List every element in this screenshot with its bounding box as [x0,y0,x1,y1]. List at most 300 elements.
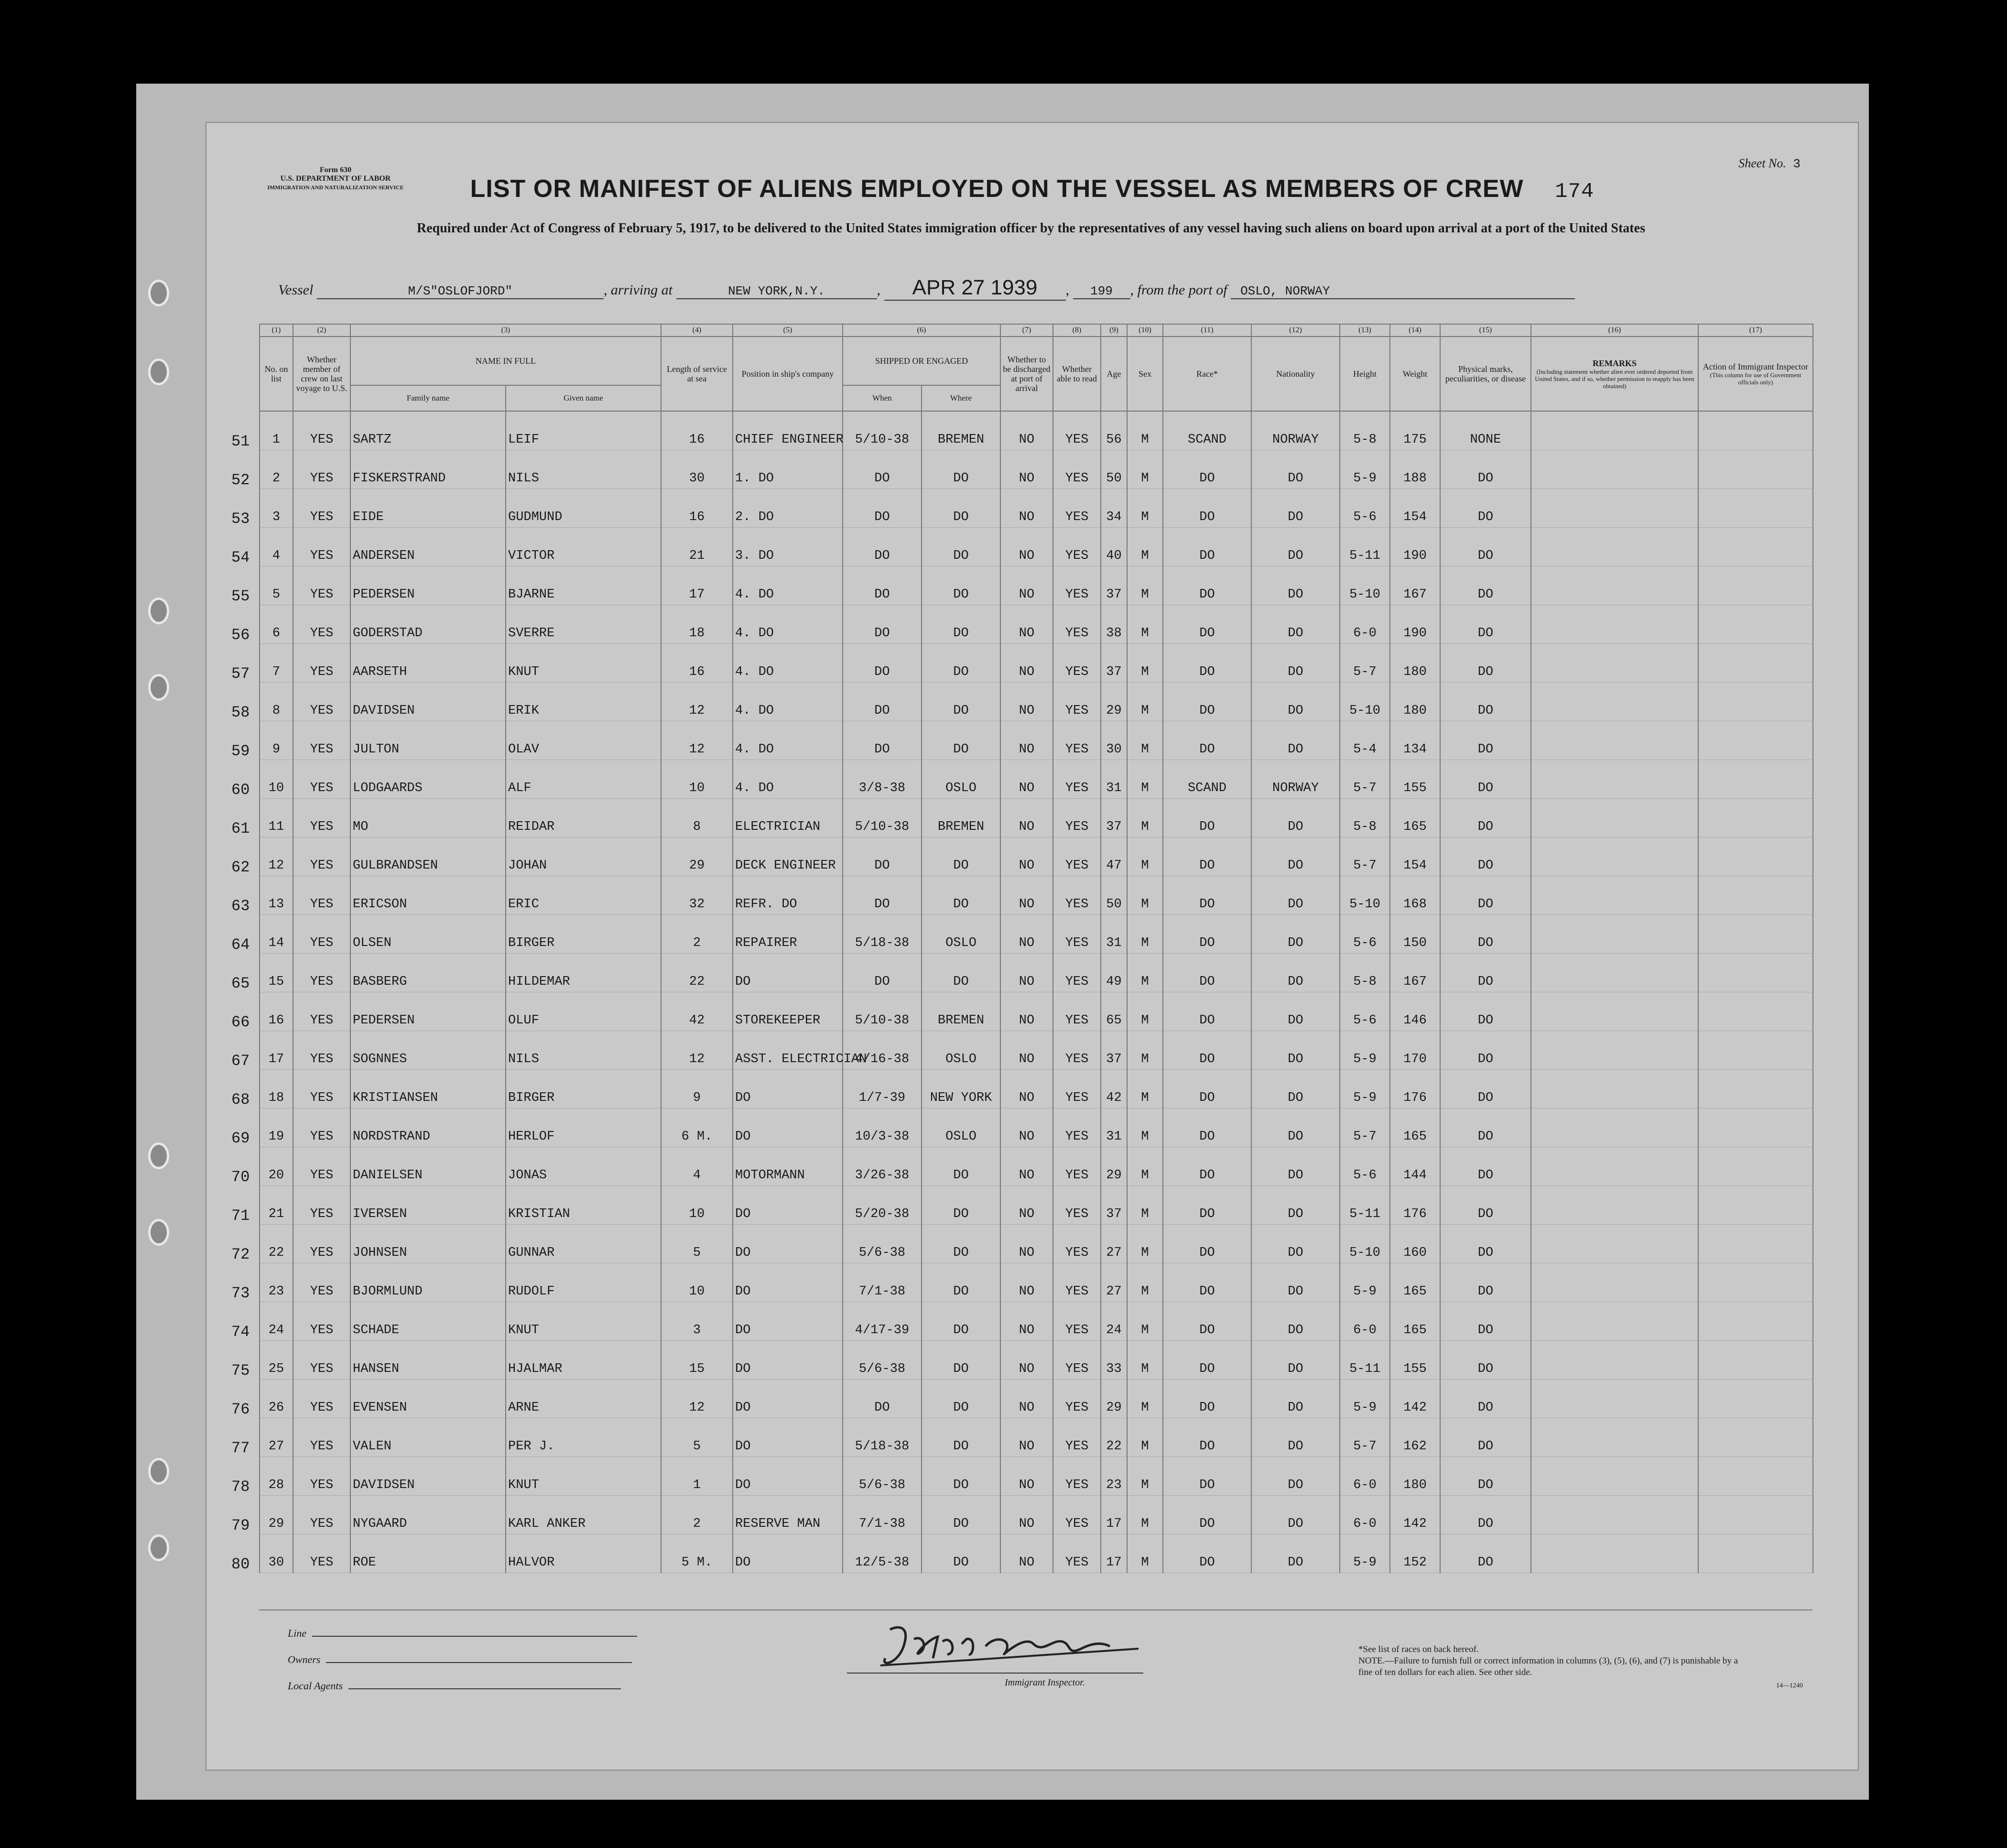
col-num-6: (6) [843,324,1000,337]
row-physical: DO [1440,1109,1531,1147]
row-discharged: NO [1000,992,1053,1031]
row-discharged: NO [1000,1380,1053,1418]
row-whether-member: YES [293,566,350,605]
row-remarks [1531,915,1698,954]
row-family-name: NORDSTRAND [350,1109,506,1147]
col-num-10: (10) [1127,324,1163,337]
service: IMMIGRATION AND NATURALIZATION SERVICE [267,184,404,191]
row-age: 31 [1101,760,1127,799]
row-family-name: VALEN [350,1418,506,1457]
row-length-service: 12 [661,683,733,721]
row-when: DO [843,954,922,992]
row-whether-member: YES [293,721,350,760]
row-given-name: NILS [506,450,661,489]
row-family-name: MO [350,799,506,837]
row-whether-member: YES [293,1534,350,1573]
row-height: 6-0 [1340,1496,1390,1534]
row-nationality: DO [1251,915,1340,954]
row-nationality: DO [1251,489,1340,528]
row-where: BREMEN [922,411,1000,450]
margin-line-number: 53 [231,510,250,528]
row-action [1698,1186,1813,1225]
header-position: Position in ship's company [733,337,843,411]
row-where: DO [922,954,1000,992]
row-weight: 162 [1390,1418,1440,1457]
row-discharged: NO [1000,1418,1053,1457]
row-race: DO [1163,566,1251,605]
row-action [1698,489,1813,528]
row-weight: 165 [1390,1302,1440,1341]
row-whether-member: YES [293,1070,350,1109]
row-discharged: NO [1000,1186,1053,1225]
row-race: SCAND [1163,411,1251,450]
row-remarks [1531,1341,1698,1380]
row-age: 17 [1101,1496,1127,1534]
col-num-15: (15) [1440,324,1531,337]
row-whether-member: YES [293,528,350,566]
row-physical: DO [1440,1341,1531,1380]
margin-line-number: 67 [231,1052,250,1070]
row-action [1698,450,1813,489]
row-no: 11 61 [260,799,293,837]
row-no: 6 56 [260,605,293,644]
margin-line-number: 54 [231,549,250,566]
row-physical: DO [1440,1302,1531,1341]
row-height: 5-4 [1340,721,1390,760]
table-row [260,1263,1813,1302]
row-weight: 150 [1390,915,1440,954]
row-action [1698,1070,1813,1109]
table-row [260,1031,1813,1070]
row-no: 25 75 [260,1341,293,1380]
row-where: DO [922,1302,1000,1341]
row-whether-member: YES [293,411,350,450]
header-race: Race* [1163,337,1251,411]
row-age: 42 [1101,1070,1127,1109]
margin-line-number: 71 [231,1207,250,1225]
row-remarks [1531,566,1698,605]
row-physical: DO [1440,489,1531,528]
row-sex: M [1127,644,1163,683]
row-whether-member: YES [293,1031,350,1070]
row-action [1698,1534,1813,1573]
row-race: DO [1163,876,1251,915]
row-remarks [1531,837,1698,876]
row-weight: 168 [1390,876,1440,915]
margin-line-number: 73 [231,1284,250,1302]
row-family-name: ROE [350,1534,506,1573]
row-sex: M [1127,876,1163,915]
row-discharged: NO [1000,1302,1053,1341]
date-stamp: APR 27 1939 [884,276,1066,301]
row-remarks [1531,1496,1698,1534]
row-given-name: GUDMUND [506,489,661,528]
row-action [1698,1457,1813,1496]
row-whether-member: YES [293,1380,350,1418]
row-race: DO [1163,450,1251,489]
row-position: DO [733,1186,843,1225]
row-whether-member: YES [293,760,350,799]
row-weight: 160 [1390,1225,1440,1263]
row-where: DO [922,528,1000,566]
row-action [1698,1341,1813,1380]
row-nationality: DO [1251,605,1340,644]
row-where: DO [922,450,1000,489]
row-height: 5-10 [1340,876,1390,915]
col-num-11: (11) [1163,324,1251,337]
row-race: DO [1163,837,1251,876]
row-given-name: HERLOF [506,1109,661,1147]
row-able-to-read: YES [1053,1263,1101,1302]
row-family-name: EIDE [350,489,506,528]
row-whether-member: YES [293,1109,350,1147]
row-length-service: 3 [661,1302,733,1341]
row-whether-member: YES [293,876,350,915]
row-sex: M [1127,1225,1163,1263]
row-position: DO [733,1263,843,1302]
row-action [1698,876,1813,915]
row-weight: 144 [1390,1147,1440,1186]
row-weight: 165 [1390,1263,1440,1302]
row-nationality: DO [1251,1186,1340,1225]
row-sex: M [1127,566,1163,605]
row-age: 27 [1101,1263,1127,1302]
row-remarks [1531,683,1698,721]
row-race: DO [1163,683,1251,721]
row-length-service: 5 [661,1418,733,1457]
header-name-in-full: NAME IN FULL [350,337,661,385]
row-age: 49 [1101,954,1127,992]
row-able-to-read: YES [1053,644,1101,683]
row-race: DO [1163,605,1251,644]
vessel-name: M/S"OSLOFJORD" [317,284,604,299]
header-nationality: Nationality [1251,337,1340,411]
row-family-name: SOGNNES [350,1031,506,1070]
col-num-16: (16) [1531,324,1698,337]
margin-line-number: 75 [231,1362,250,1380]
row-where: DO [922,1380,1000,1418]
row-action [1698,721,1813,760]
row-physical: DO [1440,760,1531,799]
row-no: 7 57 [260,644,293,683]
col-num-5: (5) [733,324,843,337]
margin-line-number: 59 [231,742,250,760]
row-family-name: EVENSEN [350,1380,506,1418]
row-whether-member: YES [293,605,350,644]
row-whether-member: YES [293,954,350,992]
row-height: 5-9 [1340,1031,1390,1070]
row-sex: M [1127,450,1163,489]
row-weight: 180 [1390,644,1440,683]
row-sex: M [1127,411,1163,450]
row-action [1698,1418,1813,1457]
row-family-name: JOHNSEN [350,1225,506,1263]
row-discharged: NO [1000,915,1053,954]
row-weight: 188 [1390,450,1440,489]
row-no: 14 64 [260,915,293,954]
row-physical: DO [1440,1263,1531,1302]
row-no: 20 70 [260,1147,293,1186]
row-whether-member: YES [293,683,350,721]
row-length-service: 22 [661,954,733,992]
row-discharged: NO [1000,1457,1053,1496]
local-agents-label: Local Agents [288,1680,343,1692]
row-whether-member: YES [293,489,350,528]
row-no: 19 69 [260,1109,293,1147]
row-able-to-read: YES [1053,760,1101,799]
row-remarks [1531,760,1698,799]
row-physical: DO [1440,915,1531,954]
row-height: 6-0 [1340,1457,1390,1496]
row-family-name: HANSEN [350,1341,506,1380]
col-num-3: (3) [350,324,661,337]
row-race: DO [1163,1263,1251,1302]
row-physical: DO [1440,721,1531,760]
row-remarks [1531,528,1698,566]
row-where: OSLO [922,915,1000,954]
header-height: Height [1340,337,1390,411]
row-length-service: 16 [661,411,733,450]
table-row [260,489,1813,528]
margin-line-number: 61 [231,820,250,837]
row-height: 5-6 [1340,1147,1390,1186]
row-when: DO [843,450,922,489]
margin-line-number: 66 [231,1013,250,1031]
row-position: REFR. DO [733,876,843,915]
row-sex: M [1127,683,1163,721]
row-physical: DO [1440,1380,1531,1418]
row-where: DO [922,1341,1000,1380]
row-given-name: KNUT [506,1302,661,1341]
row-able-to-read: YES [1053,1496,1101,1534]
row-where: DO [922,721,1000,760]
row-height: 5-7 [1340,760,1390,799]
row-where: DO [922,644,1000,683]
row-weight: 152 [1390,1534,1440,1573]
owners-field [288,1653,632,1666]
row-able-to-read: YES [1053,837,1101,876]
row-when: DO [843,876,922,915]
row-discharged: NO [1000,721,1053,760]
row-action [1698,760,1813,799]
row-sex: M [1127,1496,1163,1534]
row-length-service: 16 [661,644,733,683]
row-no: 3 53 [260,489,293,528]
sheet-label: Sheet No. [1738,156,1786,170]
row-physical: DO [1440,1457,1531,1496]
row-discharged: NO [1000,1341,1053,1380]
row-able-to-read: YES [1053,1031,1101,1070]
row-sex: M [1127,837,1163,876]
row-sex: M [1127,528,1163,566]
margin-line-number: 63 [231,897,250,915]
row-position: DO [733,1418,843,1457]
row-no: 17 67 [260,1031,293,1070]
row-remarks [1531,1147,1698,1186]
row-nationality: DO [1251,876,1340,915]
table-row [260,1341,1813,1380]
row-family-name: DAVIDSEN [350,1457,506,1496]
row-length-service: 5 [661,1225,733,1263]
row-no: 27 77 [260,1418,293,1457]
form-number: Form 630 [319,166,352,174]
row-weight: 134 [1390,721,1440,760]
row-remarks [1531,721,1698,760]
row-sex: M [1127,1457,1163,1496]
margin-line-number: 62 [231,859,250,876]
margin-line-number: 58 [231,704,250,721]
row-sex: M [1127,1031,1163,1070]
row-weight: 165 [1390,1109,1440,1147]
row-able-to-read: YES [1053,915,1101,954]
row-nationality: DO [1251,644,1340,683]
table-row [260,837,1813,876]
row-remarks [1531,489,1698,528]
header-sex: Sex [1127,337,1163,411]
row-nationality: DO [1251,992,1340,1031]
row-nationality: DO [1251,1302,1340,1341]
col-num-2: (2) [293,324,350,337]
row-position: DO [733,1534,843,1573]
row-remarks [1531,1186,1698,1225]
header-discharged: Whether to be discharged at port of arrival [1000,337,1053,411]
row-sex: M [1127,954,1163,992]
table-row [260,1418,1813,1457]
header-given-name: Given name [506,385,661,411]
row-action [1698,1147,1813,1186]
row-whether-member: YES [293,1341,350,1380]
row-whether-member: YES [293,644,350,683]
row-length-service: 12 [661,1031,733,1070]
row-weight: 142 [1390,1380,1440,1418]
signature-rule [847,1673,1143,1674]
row-sex: M [1127,1109,1163,1147]
row-age: 27 [1101,1225,1127,1263]
row-where: DO [922,1147,1000,1186]
row-remarks [1531,954,1698,992]
local-agents-field [288,1680,621,1692]
row-action [1698,566,1813,605]
row-physical: DO [1440,1496,1531,1534]
row-remarks [1531,1109,1698,1147]
row-given-name: HALVOR [506,1534,661,1573]
row-discharged: NO [1000,489,1053,528]
row-action [1698,837,1813,876]
row-age: 31 [1101,1109,1127,1147]
row-weight: 155 [1390,760,1440,799]
table-row [260,1496,1813,1534]
row-action [1698,1380,1813,1418]
arriving-label: arriving at [610,282,673,298]
col-num-12: (12) [1251,324,1340,337]
header-no-on-list: No. on list [260,337,293,411]
row-where: DO [922,1225,1000,1263]
row-given-name: KNUT [506,644,661,683]
row-race: DO [1163,1031,1251,1070]
row-discharged: NO [1000,1225,1053,1263]
row-age: 37 [1101,1031,1127,1070]
row-no: 30 80 [260,1534,293,1573]
row-position: 2. DO [733,489,843,528]
row-no: 13 63 [260,876,293,915]
inspector-signature [871,1620,1158,1673]
row-remarks [1531,644,1698,683]
row-height: 5-7 [1340,644,1390,683]
row-family-name: KRISTIANSEN [350,1070,506,1109]
row-discharged: NO [1000,1263,1053,1302]
row-whether-member: YES [293,1225,350,1263]
row-race: DO [1163,1341,1251,1380]
row-race: DO [1163,1457,1251,1496]
row-whether-member: YES [293,915,350,954]
row-age: 40 [1101,528,1127,566]
row-when: DO [843,566,922,605]
row-position: 4. DO [733,721,843,760]
row-action [1698,411,1813,450]
row-when: 5/18-38 [843,915,922,954]
row-age: 37 [1101,1186,1127,1225]
col-num-8: (8) [1053,324,1101,337]
row-race: DO [1163,1418,1251,1457]
row-given-name: BJARNE [506,566,661,605]
row-discharged: NO [1000,954,1053,992]
row-family-name: NYGAARD [350,1496,506,1534]
row-no: 23 73 [260,1263,293,1302]
row-given-name: ERIK [506,683,661,721]
row-position: STOREKEEPER [733,992,843,1031]
row-whether-member: YES [293,450,350,489]
row-when: 5/10-38 [843,799,922,837]
header-age: Age [1101,337,1127,411]
title-text: LIST OR MANIFEST OF ALIENS EMPLOYED ON THE VESSEL AS MEMBERS OF CREW [470,175,1524,203]
row-no: 9 59 [260,721,293,760]
row-race: DO [1163,1186,1251,1225]
col-num-7: (7) [1000,324,1053,337]
row-family-name: OLSEN [350,915,506,954]
row-no: 16 66 [260,992,293,1031]
row-discharged: NO [1000,1147,1053,1186]
row-sex: M [1127,799,1163,837]
row-height: 5-8 [1340,411,1390,450]
table-row [260,760,1813,799]
row-age: 33 [1101,1341,1127,1380]
row-length-service: 2 [661,915,733,954]
row-race: DO [1163,992,1251,1031]
row-no: 24 74 [260,1302,293,1341]
table-row [260,1186,1813,1225]
row-action [1698,1263,1813,1302]
row-race: DO [1163,721,1251,760]
row-nationality: DO [1251,1070,1340,1109]
row-nationality: DO [1251,1225,1340,1263]
row-physical: DO [1440,450,1531,489]
row-given-name: HILDEMAR [506,954,661,992]
margin-line-number: 68 [231,1091,250,1109]
row-given-name: KRISTIAN [506,1186,661,1225]
row-physical: DO [1440,1031,1531,1070]
row-when: 10/3-38 [843,1109,922,1147]
row-when: DO [843,528,922,566]
punch-hole-7 [148,1458,169,1485]
row-whether-member: YES [293,1147,350,1186]
row-able-to-read: YES [1053,721,1101,760]
vessel-line: Vessel M/S"OSLOFJORD" , arriving at NEW YORK,N.Y. , APR 27 1939 , 199 , from the port of OSLO, NORWAY [278,276,1784,301]
table-row [260,1109,1813,1147]
row-remarks [1531,1457,1698,1496]
page-number: 174 [1555,180,1595,204]
row-discharged: NO [1000,1031,1053,1070]
row-weight: 180 [1390,683,1440,721]
